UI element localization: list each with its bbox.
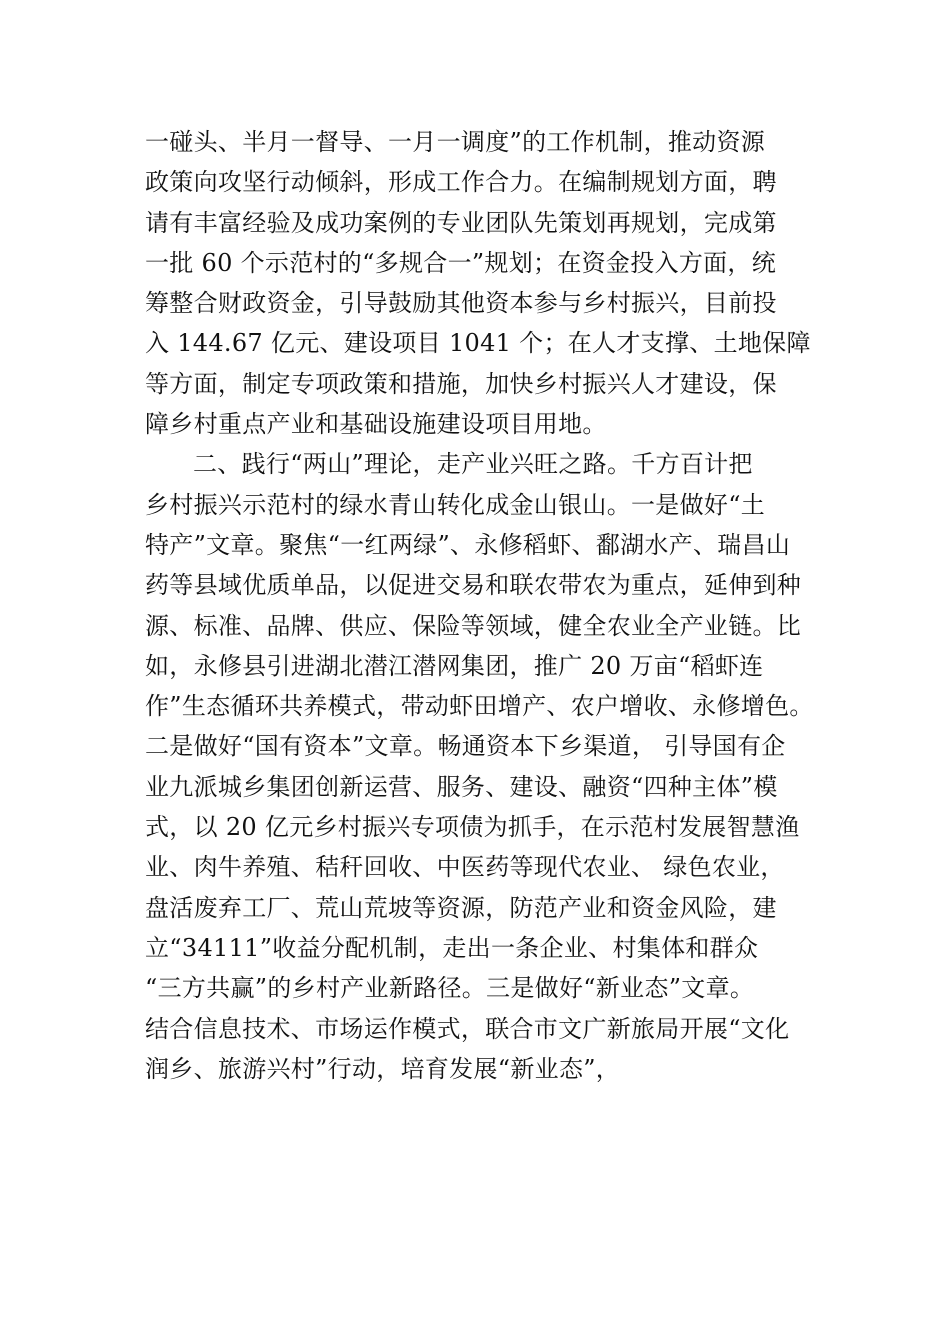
text-line-14: 如，永修县引进湖北潜江潜网集团，推广 20 万亩“稻虾连	[145, 651, 764, 680]
text-line-15: 作”生态循环共养模式，带动虾田增产、农户增收、永修增色。	[145, 692, 814, 721]
text-line-21: 立“34111”收益分配机制，走出一条企业、村集体和群众	[145, 933, 759, 962]
text-line-16: 二是做好“国有资本”文章。畅通资本下乡渠道， 引导国有企	[145, 732, 786, 761]
text-line-10: 乡村振兴示范村的绿水青山转化成金山银山。一是做好“土	[145, 490, 766, 519]
body-text	[145, 122, 845, 1089]
text-line-23: 结合信息技术、市场运作模式，联合市文广新旅局开展“文化	[145, 1014, 790, 1043]
text-line-8: 障乡村重点产业和基础设施建设项目用地。	[145, 410, 607, 439]
text-line-19: 业、肉牛养殖、秸秆回收、中医药等现代农业、 绿色农业，	[145, 853, 785, 882]
text-line-1: 一碰头、半月一督导、一月一调度”的工作机制，推动资源	[145, 128, 766, 156]
text-line-17: 业九派城乡集团创新运营、服务、建设、融资“四种主体”模	[145, 772, 778, 801]
text-line-13: 源、标准、品牌、供应、保险等领域，健全农业全产业链。比	[145, 611, 802, 640]
section-heading-line: 二、践行“两山”理论，走产业兴旺之路。千方百计把	[193, 450, 753, 479]
text-line-20: 盘活废弃工厂、荒山荒坡等资源，防范产业和资金风险，建	[145, 893, 777, 922]
text-line-11: 特产”文章。聚焦“一红两绿”、永修稻虾、鄱湖水产、瑞昌山	[145, 530, 791, 559]
text-line-18: 式，以 20 亿元乡村振兴专项债为抓手，在示范村发展智慧渔	[145, 813, 800, 842]
text-line-5: 筹整合财政资金，引导鼓励其他资本参与乡村振兴，目前投	[145, 289, 777, 318]
text-line-24: 润乡、旅游兴村”行动，培育发展“新业态”，	[145, 1054, 621, 1083]
text-line-2: 政策向攻坚行动倾斜，形成工作合力。在编制规划方面，聘	[145, 168, 777, 197]
text-line-4: 一批 60 个示范村的“多规合一”规划；在资金投入方面，统	[145, 248, 777, 277]
text-line-22: “三方共赢”的乡村产业新路径。三是做好“新业态”文章。	[145, 974, 755, 1003]
text-line-12: 药等县域优质单品，以促进交易和联农带农为重点，延伸到种	[145, 571, 802, 600]
text-line-6: 入 144.67 亿元、建设项目 1041 个；在人才支撑、土地保障	[145, 329, 811, 358]
text-line-3: 请有丰富经验及成功案例的专业团队先策划再规划，完成第	[145, 208, 777, 237]
text-line-7: 等方面，制定专项政策和措施，加快乡村振兴人才建设，保	[145, 369, 777, 398]
